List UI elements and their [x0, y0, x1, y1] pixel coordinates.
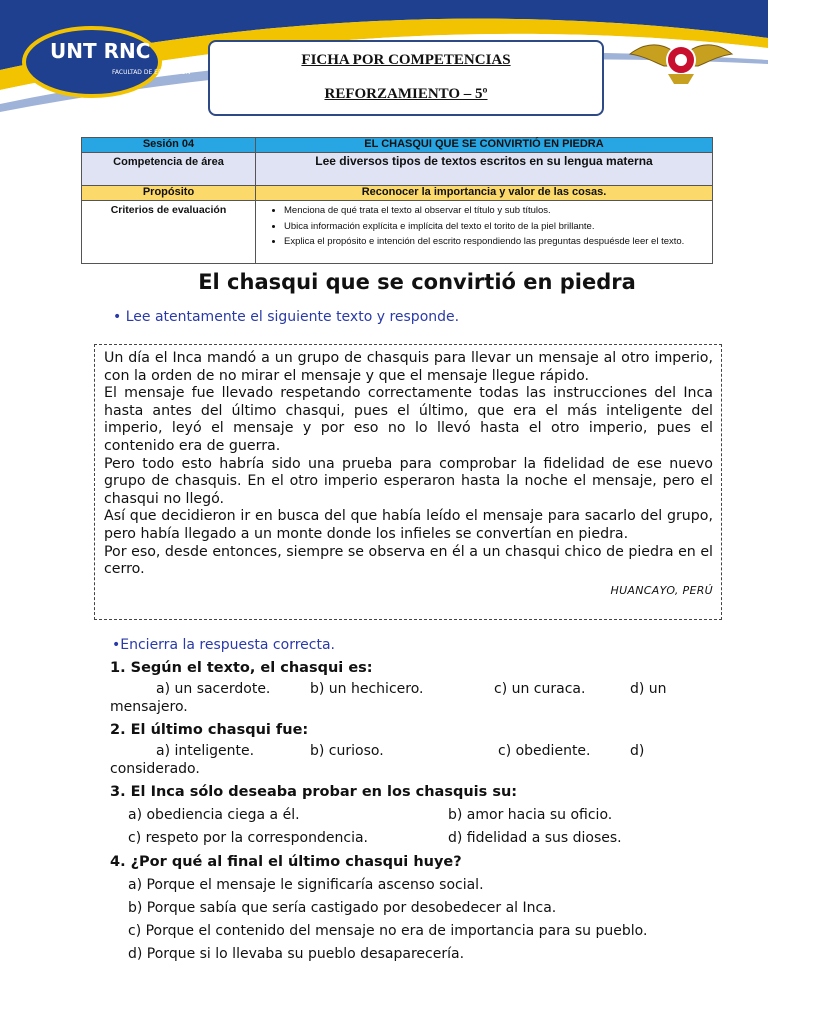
story-paragraph: Pero todo esto habría sido una prueba para comprobar la fidelidad de ese nuevo grupo de chasquis. En el otro imperio esperaron hasta la noche el mensaje, pero el chasqui no llegó.: [104, 455, 713, 507]
question-options: [110, 680, 710, 698]
session-info-table: [81, 137, 713, 264]
option-b[interactable]: b) curioso.: [310, 743, 384, 759]
option-a[interactable]: a) inteligente.: [156, 743, 255, 759]
session-value: EL CHASQUI QUE SE CONVIRTIÓ EN PIEDRA: [256, 138, 713, 153]
criterio-item: • Ubica información explícita e implícita del texto el torito de la piel brillante.: [284, 219, 708, 235]
university-logo: [20, 22, 191, 100]
option-c[interactable]: c) respeto por la correspondencia.: [128, 830, 368, 846]
option-d-continued: considerado.: [110, 761, 200, 777]
title-line-2: REFORZAMIENTO – 5º: [324, 86, 488, 102]
criterio-item: • Explica el propósito e intención del escrito respondiendo las preguntas despuésde leer el texto.: [284, 234, 708, 250]
story-paragraph: Así que decidieron ir en busca del que había leído el mensaje para sacarlo del grupo, pero había llegado a un monte donde los infieles se convertían en piedra.: [104, 508, 713, 542]
reading-instruction: • Lee atentamente el siguiente texto y responde.: [113, 309, 460, 325]
option-d[interactable]: d) Porque si lo llevaba su pueblo desaparecería.: [128, 946, 465, 962]
logo-subtext: FACULTAD DE EDUCACIÓN: [112, 69, 191, 76]
story-paragraph: El mensaje fue llevado respetando correctamente todas las instrucciones del Inca hasta antes del último chasqui, pues el último, que era el más inteligente del imperio, leyó el mensaje y por eso no lo llevó hasta el otro imperio, pues el contenido era de guerra.: [104, 385, 713, 454]
crest-logo: [628, 32, 734, 86]
question-options: [110, 874, 710, 966]
option-d[interactable]: d) un: [630, 681, 667, 697]
option-a[interactable]: a) obediencia ciega a él.: [128, 807, 300, 823]
proposito-row: [82, 186, 713, 201]
criterios-label: Criterios de evaluación: [110, 204, 227, 216]
option-d[interactable]: d): [630, 743, 645, 759]
story-source: HUANCAYO, PERÚ: [610, 583, 713, 597]
story-paragraph: Un día el Inca mandó a un grupo de chasquis para llevar un mensaje al otro imperio, con la orden de no mirar el mensaje y que el mensaje llegue rápido.: [104, 350, 713, 384]
questions-section: [110, 656, 710, 966]
session-row: [82, 138, 713, 153]
criterio-item: • Menciona de qué trata el texto al observar el título y sub títulos.: [284, 203, 708, 219]
option-a[interactable]: a) Porque el mensaje le significaría ascenso social.: [128, 877, 484, 893]
question-title: 2. El último chasqui fue:: [110, 722, 309, 738]
question-title: 4. ¿Por qué al final el último chasqui huye?: [110, 854, 462, 870]
option-d[interactable]: d) fidelidad a sus dioses.: [448, 830, 622, 846]
option-c[interactable]: c) un curaca.: [494, 681, 586, 697]
question-options: [110, 742, 710, 760]
question-options: [110, 804, 710, 850]
session-label: Sesión 04: [82, 138, 256, 153]
title-box: [208, 40, 604, 116]
title-line-1: FICHA POR COMPETENCIAS: [301, 52, 511, 68]
reading-title: El chasqui que se convirtió en piedra: [198, 270, 636, 294]
option-d-continued: mensajero.: [110, 699, 188, 715]
logo-text: UNT RNC: [50, 39, 151, 63]
proposito-value: Reconocer la importancia y valor de las cosas.: [256, 186, 713, 201]
option-b[interactable]: b) amor hacia su oficio.: [448, 807, 613, 823]
competencia-value: Lee diversos tipos de textos escritos en su lengua materna: [315, 154, 653, 168]
question-title: 3. El Inca sólo deseaba probar en los chasquis su:: [110, 784, 518, 800]
story-box: [94, 344, 722, 620]
option-b[interactable]: b) Porque sabía que sería castigado por desobedecer al Inca.: [128, 900, 557, 916]
questions-instruction: •Encierra la respuesta correcta.: [112, 637, 335, 653]
option-c[interactable]: c) obediente.: [498, 743, 591, 759]
criterios-row: [82, 201, 713, 264]
competencia-row: [82, 153, 713, 186]
story-paragraph: Por eso, desde entonces, siempre se observa en él a un chasqui chico de piedra en el cerro.: [104, 543, 713, 578]
option-c[interactable]: c) Porque el contenido del mensaje no era de importancia para su pueblo.: [128, 923, 648, 939]
competencia-label: Competencia de área: [113, 156, 224, 168]
option-b[interactable]: b) un hechicero.: [310, 681, 424, 697]
proposito-label: Propósito: [82, 186, 256, 201]
criterios-list: [260, 203, 708, 250]
question-title: 1. Según el texto, el chasqui es:: [110, 660, 373, 676]
option-a[interactable]: a) un sacerdote.: [156, 681, 271, 697]
